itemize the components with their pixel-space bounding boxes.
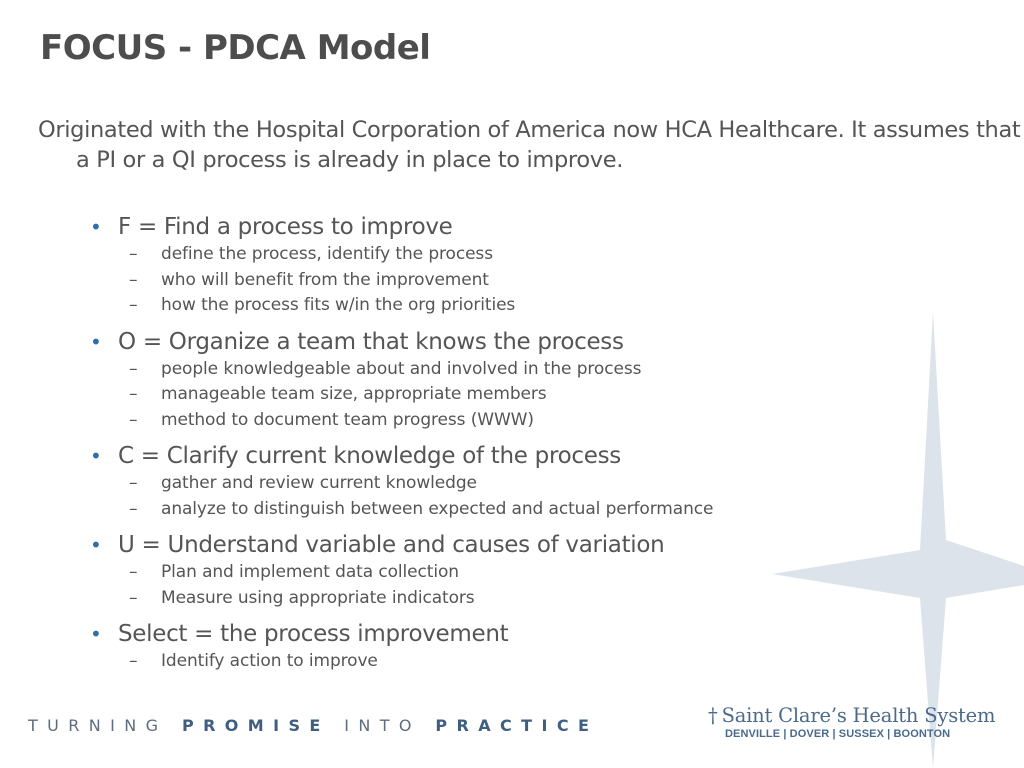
sub-item-text: how the process fits w/in the org priorities bbox=[161, 295, 516, 315]
intro-paragraph: Originated with the Hospital Corporation of America now HCA Healthcare. It assumes that a PI or a QI process is already in place to improve. bbox=[38, 117, 1021, 173]
sub-item-text: Plan and implement data collection bbox=[161, 562, 459, 582]
logo-name: Saint Clare’s Health System bbox=[721, 704, 996, 727]
slide-title: FOCUS - PDCA Model bbox=[40, 28, 431, 68]
sub-item-text: who will benefit from the improvement bbox=[161, 269, 489, 290]
bullet-label: Select = the process improvement bbox=[118, 621, 509, 647]
sub-list bbox=[90, 560, 990, 611]
bullet-item-understand bbox=[90, 530, 990, 611]
logo-locations: DENVILLE | DOVER | SUSSEX | BOONTON bbox=[725, 728, 951, 740]
sub-item-text: manageable team size, appropriate members bbox=[161, 384, 547, 404]
sub-list bbox=[90, 242, 990, 319]
dash-icon: – bbox=[129, 409, 138, 430]
bullet-item-find bbox=[90, 212, 990, 319]
sub-item-text: analyze to distinguish between expected and actual performance bbox=[161, 498, 714, 519]
tagline-word-emphasis: PRACTICE bbox=[435, 716, 599, 735]
dash-icon: – bbox=[129, 587, 138, 608]
sub-item bbox=[90, 382, 990, 408]
dash-icon: – bbox=[129, 651, 138, 671]
bullet-dot-icon: • bbox=[90, 444, 102, 468]
bullet-dot-icon: • bbox=[90, 622, 102, 646]
bullet-label: C = Clarify current knowledge of the process bbox=[118, 443, 621, 469]
dash-icon: – bbox=[129, 498, 138, 519]
sub-item-text: Measure using appropriate indicators bbox=[161, 587, 475, 608]
sub-item bbox=[90, 497, 990, 523]
sub-item-text: people knowledgeable about and involved in the process bbox=[161, 358, 642, 379]
sub-item-text: method to document team progress (WWW) bbox=[161, 409, 534, 430]
tagline-word: TURNING bbox=[28, 716, 182, 735]
dash-icon: – bbox=[129, 473, 138, 493]
dash-icon: – bbox=[129, 358, 138, 379]
sub-item bbox=[90, 268, 990, 294]
sub-item-text: gather and review current knowledge bbox=[161, 473, 477, 493]
sub-item bbox=[90, 293, 990, 319]
sub-item bbox=[90, 357, 990, 383]
bullet-dot-icon: • bbox=[90, 215, 102, 239]
bullet-label: F = Find a process to improve bbox=[118, 214, 453, 240]
sub-item bbox=[90, 471, 990, 497]
cross-icon: † bbox=[708, 704, 718, 727]
bullet-item-select bbox=[90, 619, 990, 675]
bullet-label: O = Organize a team that knows the process bbox=[118, 328, 624, 355]
sub-item-text: Identify action to improve bbox=[161, 651, 378, 671]
dash-icon: – bbox=[129, 295, 138, 315]
bullet-item-organize bbox=[90, 327, 990, 434]
sub-item bbox=[90, 649, 990, 675]
bullet-dot-icon: • bbox=[90, 533, 102, 557]
sub-list bbox=[90, 649, 990, 675]
dash-icon: – bbox=[129, 384, 138, 404]
bullet-dot-icon: • bbox=[90, 329, 102, 354]
sub-item bbox=[90, 586, 990, 612]
logo bbox=[708, 704, 995, 740]
tagline-word-emphasis: PROMISE bbox=[181, 716, 330, 735]
bullet-label: U = Understand variable and causes of variation bbox=[118, 532, 665, 558]
dash-icon: – bbox=[129, 562, 138, 582]
sub-list bbox=[90, 471, 990, 522]
sub-item bbox=[90, 560, 990, 586]
bullet-list bbox=[90, 208, 990, 675]
dash-icon: – bbox=[129, 269, 138, 290]
tagline-word: INTO bbox=[329, 716, 436, 735]
sub-item bbox=[90, 242, 990, 268]
sub-item bbox=[90, 408, 990, 434]
tagline bbox=[28, 716, 598, 735]
sub-item-text: define the process, identify the process bbox=[161, 244, 493, 264]
sub-list bbox=[90, 357, 990, 434]
dash-icon: – bbox=[129, 244, 138, 264]
bullet-item-clarify bbox=[90, 441, 990, 522]
